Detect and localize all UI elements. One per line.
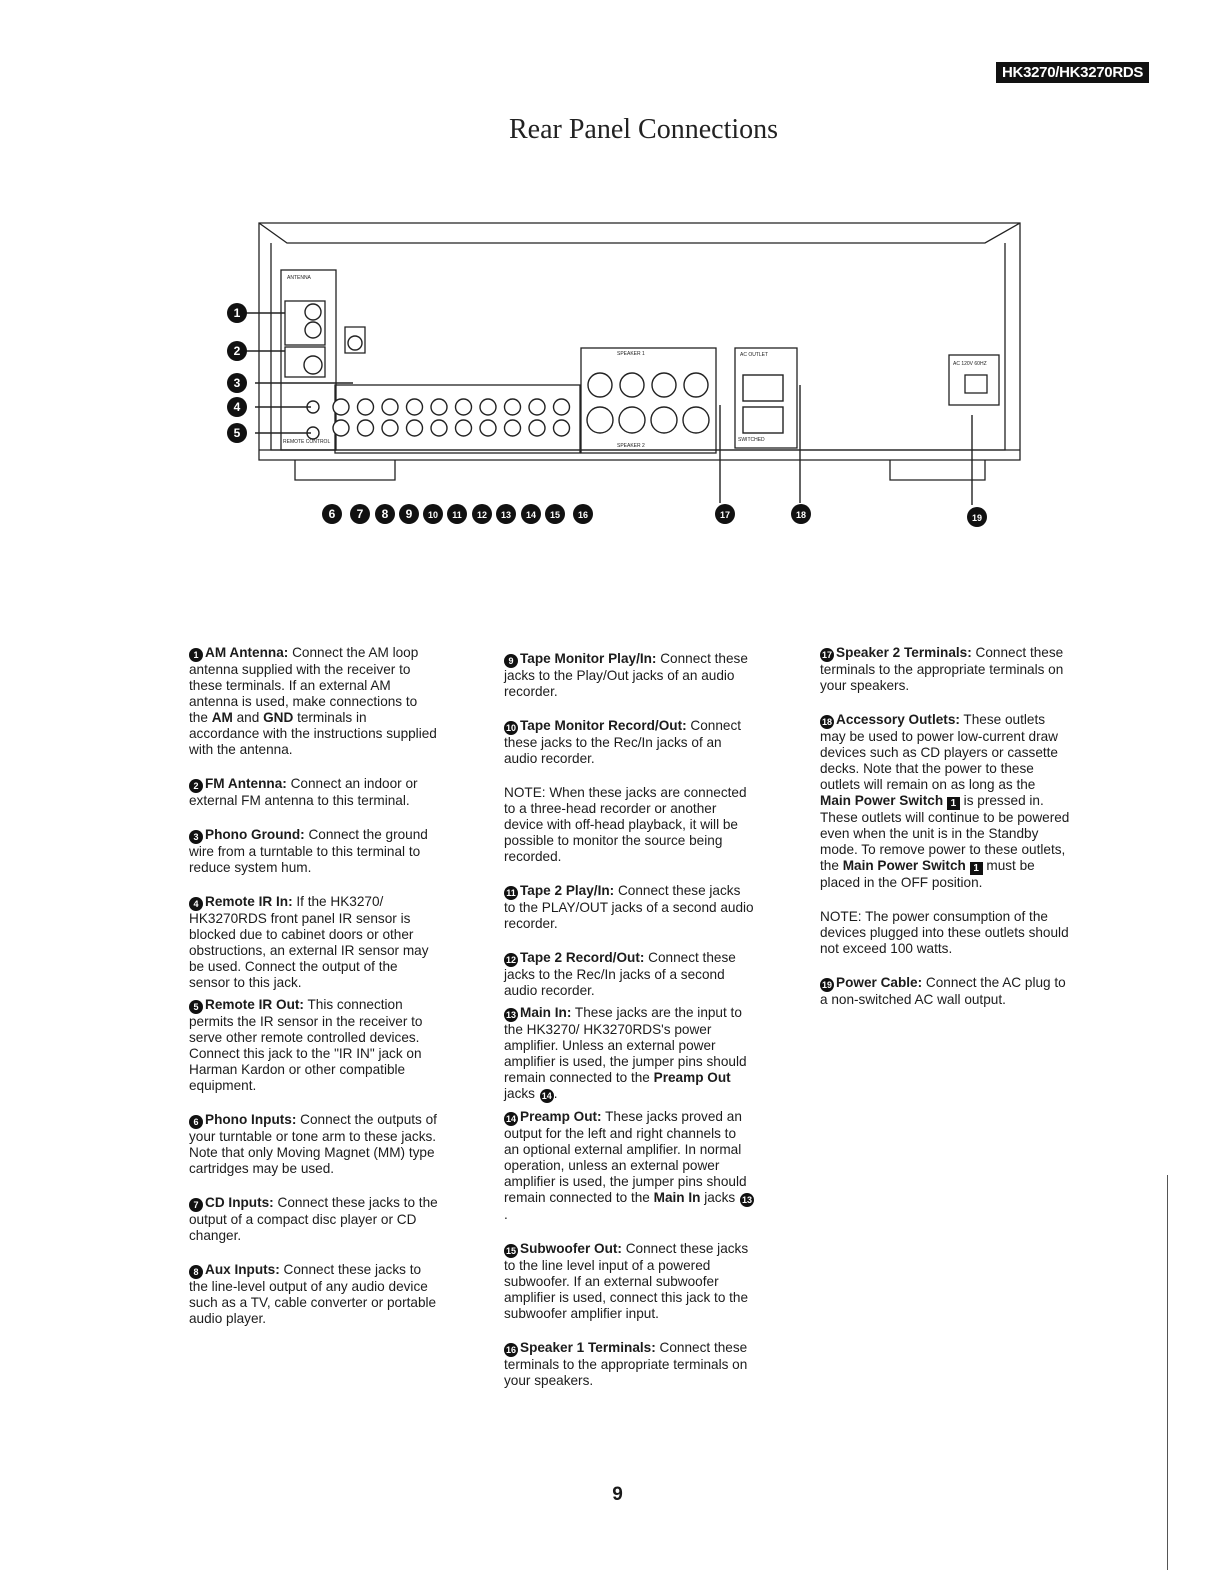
item-text: terminals in accordance with the instructions supplied with the antenna. <box>189 710 437 757</box>
rca-jack-bottom <box>554 420 570 436</box>
callout-11 <box>447 504 467 524</box>
svg-text:10: 10 <box>427 510 439 520</box>
item-ref-badge: 13 <box>741 1195 752 1205</box>
speaker-2-terminal <box>683 407 709 433</box>
callout-13 <box>496 504 516 524</box>
rca-jack-bottom <box>529 420 545 436</box>
item-text: must be placed in the OFF position. <box>820 858 1035 890</box>
item-heading: Preamp Out <box>653 1070 731 1085</box>
svg-text:19: 19 <box>971 513 983 523</box>
item-number-badge: 10 <box>505 723 516 733</box>
svg-text:9: 9 <box>405 507 413 521</box>
svg-text:ANTENNA: ANTENNA <box>287 275 311 281</box>
item-text: Connect these jacks to the PLAY/OUT jacks of a second audio recorder. <box>504 883 754 931</box>
rca-jack-bottom <box>456 420 472 436</box>
item-heading: Accessory Outlets: <box>836 712 960 727</box>
svg-text:11: 11 <box>452 510 462 520</box>
item-number-badge: 13 <box>505 1010 516 1020</box>
item-text: NOTE: When these jacks are connected to a three-head recorder or another device with off-head playback, it will be possible to monitor the source being recorded. <box>504 785 747 864</box>
callout-3 <box>227 373 247 393</box>
item-number-badge: 6 <box>189 1115 203 1129</box>
rca-jack-top <box>480 399 496 415</box>
item-number-badge: 5 <box>189 1000 203 1014</box>
rca-jack-top <box>382 399 398 415</box>
item-number-badge: 11 <box>504 886 518 900</box>
svg-text:13: 13 <box>500 510 512 520</box>
speaker-1-terminal <box>588 373 612 397</box>
svg-text:12: 12 <box>476 510 488 520</box>
item-1 <box>189 645 439 758</box>
svg-text:8: 8 <box>381 507 389 521</box>
speaker-1-terminal <box>620 373 644 397</box>
callout-6 <box>322 504 342 524</box>
item-heading: Preamp Out: <box>520 1109 602 1124</box>
item-heading: Speaker 1 Terminals: <box>520 1340 656 1355</box>
speaker-2-terminal <box>651 407 677 433</box>
item-3 <box>189 827 439 876</box>
callout-19 <box>967 507 987 527</box>
fm-jack <box>304 356 322 374</box>
item-heading: Phono Inputs: <box>205 1112 297 1127</box>
column-3 <box>820 645 1070 1026</box>
item-number-badge: 18 <box>821 717 832 727</box>
item-9 <box>504 651 754 700</box>
item-heading: Tape Monitor Record/Out: <box>520 718 687 733</box>
item-text: Connect these terminals to the appropriate terminals on your speakers. <box>820 645 1064 693</box>
callout-5 <box>227 423 247 443</box>
item-text: . <box>504 1207 508 1222</box>
item-number-badge: 14 <box>505 1114 516 1124</box>
phono-ground <box>348 336 362 350</box>
callout-14 <box>521 504 541 524</box>
item-heading: GND <box>263 710 294 725</box>
item-5 <box>189 997 439 1094</box>
item-heading: AM Antenna: <box>205 645 289 660</box>
svg-text:REMOTE CONTROL: REMOTE CONTROL <box>283 439 331 445</box>
item-heading: Main Power Switch <box>842 858 966 873</box>
svg-text:AC 120V 60HZ: AC 120V 60HZ <box>953 361 987 367</box>
item-text: This connection permits the IR sensor in the receiver to serve other remote controlled devices. Connect this jack to the "IR IN" jack on Harman Kardon or other compatible equipment. <box>189 997 423 1093</box>
rca-jack-bottom <box>431 420 447 436</box>
rca-jack-bottom <box>358 420 374 436</box>
rca-jack-bottom <box>505 420 521 436</box>
item-14 <box>504 1109 754 1223</box>
item-text: Connect these jacks to the Rec/In jacks of an audio recorder. <box>504 718 742 766</box>
item-number-badge: 19 <box>821 980 832 990</box>
item-ref-badge: 14 <box>541 1091 552 1101</box>
item-text: jacks <box>700 1190 739 1205</box>
item-text: Connect these jacks to the line-level output of any audio device such as a TV, cable converter or portable audio player. <box>189 1262 437 1326</box>
svg-text:SWITCHED: SWITCHED <box>738 437 765 443</box>
speaker-1-terminal <box>652 373 676 397</box>
svg-text:AC OUTLET: AC OUTLET <box>740 352 769 358</box>
column-1 <box>189 645 439 1345</box>
page-number <box>0 1484 1219 1506</box>
page-number-text: 9 <box>612 1484 623 1505</box>
item-18 <box>820 712 1070 891</box>
callout-12 <box>472 504 492 524</box>
item-text: These jacks are the input to the HK3270/ HK3270RDS's power amplifier. Unless an external power amplifier is used, the jumper pins should remain connected to the <box>504 1005 747 1085</box>
item-text: jacks <box>504 1086 539 1101</box>
rca-jack-top <box>456 399 472 415</box>
rca-jack-bottom <box>333 420 349 436</box>
item-text: Connect these terminals to the appropriate terminals on your speakers. <box>504 1340 748 1388</box>
item-13 <box>504 1005 754 1103</box>
item-heading: CD Inputs: <box>205 1195 274 1210</box>
item-text: Connect the ground wire from a turntable to this terminal to reduce system hum. <box>189 827 428 875</box>
item-12 <box>504 950 754 999</box>
callout-7 <box>350 504 370 524</box>
item-text: Connect these jacks to the Rec/In jacks of a second audio recorder. <box>504 950 736 998</box>
rca-jack-top <box>333 399 349 415</box>
item-heading: Remote IR In: <box>205 894 293 909</box>
item-text: These outlets may be used to power low-current draw devices such as CD players or cassette decks. Note that the power to these outlets will remain on as long as the <box>820 712 1058 792</box>
callout-2 <box>227 341 247 361</box>
callout-8 <box>375 504 395 524</box>
item-heading: AM <box>211 710 233 725</box>
item-heading: Tape 2 Play/In: <box>520 883 615 898</box>
item-number-badge: 17 <box>821 650 832 660</box>
am-gnd-terminal <box>305 322 321 338</box>
item-number-badge: 16 <box>505 1345 516 1355</box>
speaker-1-terminal <box>684 373 708 397</box>
item-text: Connect these jacks to the output of a compact disc player or CD changer. <box>189 1195 438 1243</box>
item-11 <box>504 883 754 932</box>
item-10 <box>504 718 754 767</box>
item-text: Connect these jacks to the line level input of a powered subwoofer. If an external subwoofer amplifier is used, connect this jack to the subwoofer amplifier input. <box>504 1241 749 1321</box>
item-number-badge: 2 <box>189 779 203 793</box>
svg-text:SPEAKER 2: SPEAKER 2 <box>617 443 645 449</box>
callout-18 <box>791 504 811 524</box>
item-heading: Phono Ground: <box>205 827 305 842</box>
callout-1 <box>227 303 247 323</box>
item-text: These jacks proved an output for the left and right channels to an optional external amplifier. In normal operation, unless an external power amplifier is used, the jumper pins should remain connected to the <box>504 1109 747 1205</box>
item-text: NOTE: The power consumption of the devices plugged into these outlets should not exceed 100 watts. <box>820 909 1069 956</box>
callout-17 <box>715 504 735 524</box>
am-terminal <box>305 304 321 320</box>
item-6 <box>189 1112 439 1177</box>
speaker-2-terminal <box>587 407 613 433</box>
rca-jack-bottom <box>407 420 423 436</box>
item-heading: Main In <box>653 1190 701 1205</box>
svg-text:4: 4 <box>233 400 241 414</box>
model-badge: HK3270/HK3270RDS <box>996 62 1149 83</box>
item-number-badge: 12 <box>505 955 516 965</box>
column-2 <box>504 651 754 1407</box>
callout-9 <box>399 504 419 524</box>
item-4 <box>189 894 439 991</box>
item-number-badge: 8 <box>189 1265 203 1279</box>
item-number-badge: 15 <box>505 1246 516 1256</box>
page-title-text: Rear Panel Connections <box>508 114 779 145</box>
rca-jack-top <box>554 399 570 415</box>
item-15 <box>504 1241 754 1322</box>
svg-text:1: 1 <box>233 306 241 320</box>
item-text: is pressed in. These outlets will continue to be powered even when the unit is in the Standby mode. To remove power to these outlets, the <box>820 793 1070 873</box>
note <box>820 909 1070 957</box>
switch-ref-badge: 1 <box>947 797 960 810</box>
callout-16 <box>573 504 593 524</box>
item-17 <box>820 645 1070 694</box>
item-heading: FM Antenna: <box>205 776 287 791</box>
speaker-2-terminal <box>619 407 645 433</box>
rca-jack-bottom <box>382 420 398 436</box>
svg-text:2: 2 <box>233 344 241 358</box>
svg-text:SPEAKER 1: SPEAKER 1 <box>617 351 645 357</box>
svg-text:15: 15 <box>549 510 561 520</box>
item-text: Connect the outputs of your turntable or tone arm to these jacks. Note that only Moving Magnet (MM) type cartridges may be used. <box>189 1112 437 1176</box>
rca-jack-top <box>407 399 423 415</box>
switch-ref-badge: 1 <box>970 862 983 875</box>
svg-text:5: 5 <box>233 426 241 440</box>
item-heading: Main In: <box>520 1005 572 1020</box>
svg-text:3: 3 <box>233 376 241 390</box>
item-16 <box>504 1340 754 1389</box>
note <box>504 785 754 865</box>
rca-jack-bottom <box>480 420 496 436</box>
svg-text:17: 17 <box>719 510 731 520</box>
item-text: . <box>553 1086 558 1101</box>
item-text: Connect the AC plug to a non-switched AC wall output. <box>820 975 1066 1007</box>
item-heading: Subwoofer Out: <box>520 1241 622 1256</box>
item-text: Connect the AM loop antenna supplied with the receiver to these terminals. If an external AM antenna is used, make connections to the <box>189 645 419 725</box>
rca-jack-top <box>505 399 521 415</box>
rca-jack-top <box>529 399 545 415</box>
item-number-badge: 7 <box>189 1198 203 1212</box>
svg-text:6: 6 <box>328 507 336 521</box>
item-heading: Main Power Switch <box>820 793 944 808</box>
item-number-badge: 9 <box>504 654 518 668</box>
svg-text:7: 7 <box>356 507 364 521</box>
callout-4 <box>227 397 247 417</box>
item-text: Connect these jacks to the Play/Out jacks of an audio recorder. <box>504 651 748 699</box>
rca-jack-top <box>358 399 374 415</box>
item-heading: Tape Monitor Play/In: <box>520 651 657 666</box>
item-number-badge: 4 <box>189 897 203 911</box>
item-2 <box>189 776 439 809</box>
svg-text:16: 16 <box>577 510 589 520</box>
item-heading: Tape 2 Record/Out: <box>520 950 645 965</box>
item-heading: Speaker 2 Terminals: <box>836 645 972 660</box>
item-7 <box>189 1195 439 1244</box>
item-number-badge: 1 <box>189 648 203 662</box>
item-number-badge: 3 <box>189 830 203 844</box>
callout-15 <box>545 504 565 524</box>
svg-text:14: 14 <box>525 510 537 520</box>
item-text: Connect an indoor or external FM antenna to this terminal. <box>189 776 418 808</box>
item-19 <box>820 975 1070 1008</box>
edge-rule <box>1167 1175 1168 1570</box>
item-heading: Remote IR Out: <box>205 997 304 1012</box>
item-8 <box>189 1262 439 1327</box>
item-heading: Aux Inputs: <box>205 1262 280 1277</box>
svg-text:18: 18 <box>795 510 807 520</box>
rca-jack-top <box>431 399 447 415</box>
page-title <box>0 114 1219 146</box>
callout-10 <box>423 504 443 524</box>
rear-panel-diagram <box>215 215 1035 535</box>
item-text: If the HK3270/ HK3270RDS front panel IR sensor is blocked due to cabinet doors or other obstructions, an external IR sensor may be used. Connect the output of the sensor to this jack. <box>189 894 429 990</box>
item-heading: Power Cable: <box>836 975 923 990</box>
item-text: and <box>232 710 264 725</box>
